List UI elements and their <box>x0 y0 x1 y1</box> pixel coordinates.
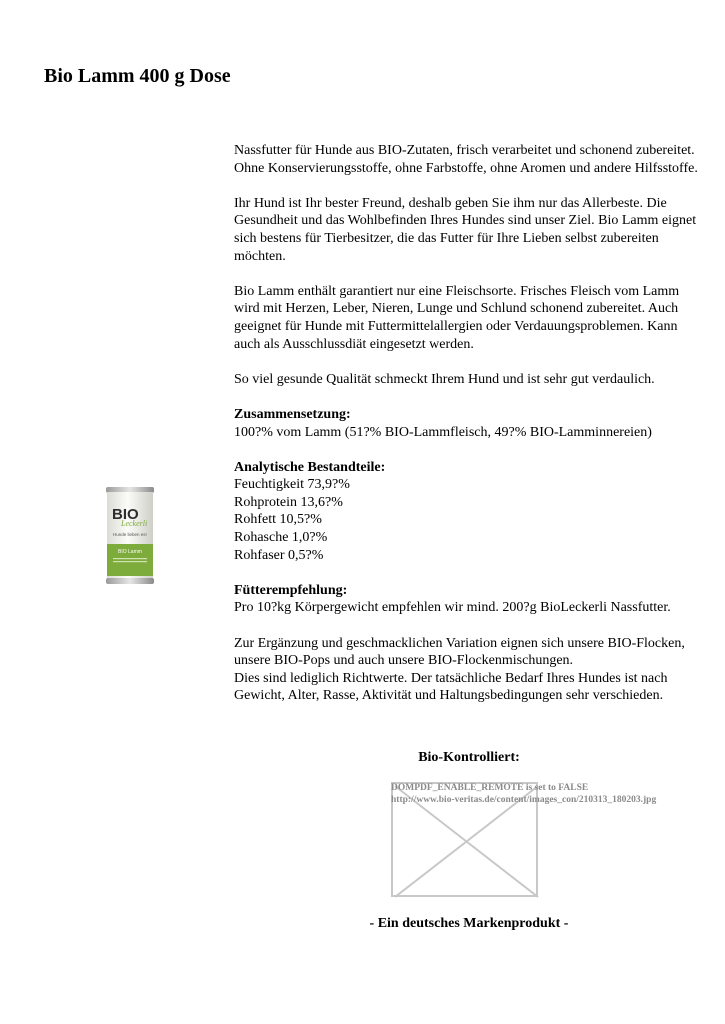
can-slogan: Hunde lieben es! <box>113 532 147 537</box>
composition-heading: Zusammensetzung: <box>234 406 351 422</box>
supplement-text: Zur Ergänzung und geschmacklichen Variation eignen sich unsere BIO-Flocken, unsere BIO-Pops und auch unsere BIO-Flockenmischungen. <box>234 635 685 669</box>
composition-text: 100?% vom Lamm (51?% BIO-Lammfleisch, 49?% BIO-Lamminnereien) <box>234 424 652 440</box>
analysis-heading: Analytische Bestandteile: <box>234 459 386 475</box>
analysis-item: Feuchtigkeit 73,9?% <box>234 477 350 493</box>
supplement-section <box>234 635 704 705</box>
feeding-heading: Fütterempfehlung: <box>234 582 348 598</box>
analysis-item: Rohasche 1,0?% <box>234 530 328 546</box>
feeding-section <box>234 582 704 617</box>
product-can-image <box>105 486 155 585</box>
feeding-text: Pro 10?kg Körpergewicht empfehlen wir mind. 200?g BioLeckerli Nassfutter. <box>234 600 671 616</box>
can-variant: BIO Lamm <box>118 549 142 555</box>
page-title: Bio Lamm 400 g Dose <box>44 65 231 87</box>
intro-paragraph: Ihr Hund ist Ihr bester Freund, deshalb geben Sie ihm nur das Allerbeste. Die Gesundheit und das Wohlbefinden Ihres Hundes sind unser Ziel. Bio Lamm eignet sich bestens für Tierbesitzer, die das Futter für Ihre Lieben selbst zubereiten möchten. <box>234 195 697 264</box>
product-description <box>234 142 704 723</box>
can-logo: BIO <box>112 506 139 523</box>
broken-image-url: http://www.bio-veritas.de/content/images_con/210313_180203.jpg <box>391 795 657 805</box>
disclaimer-text: Dies sind lediglich Richtwerte. Der tatsächliche Bedarf Ihres Hundes ist nach Gewicht, Alter, Rasse, Aktivität und Haltungsbedingungen sehr verschieden. <box>234 670 668 704</box>
intro-paragraph: Nassfutter für Hunde aus BIO-Zutaten, frisch verarbeitet und schonend zubereitet. Ohne Konservierungsstoffe, ohne Farbstoffe, ohne Aromen und andere Hilfsstoffe. <box>234 143 698 176</box>
can-logo-script: Leckerli <box>121 519 148 528</box>
broken-image-message: DOMPDF_ENABLE_REMOTE is set to FALSE <box>391 783 589 793</box>
footer-tagline: - Ein deutsches Markenprodukt - <box>369 916 569 931</box>
analysis-item: Rohprotein 13,6?% <box>234 494 343 510</box>
broken-image-alt <box>391 782 691 806</box>
intro-paragraph: Bio Lamm enthält garantiert nur eine Fleischsorte. Frisches Fleisch vom Lamm wird mit Herzen, Leber, Nieren, Lunge und Schlund schonend zubereitet. Auch geeignet für Hunde mit Futtermittelallergien oder Verdauungsproblemen. Kann auch als Ausschlussdiät eingesetzt werden. <box>234 283 680 352</box>
intro-paragraph: So viel gesunde Qualität schmeckt Ihrem Hund und ist sehr gut verdaulich. <box>234 371 655 387</box>
analysis-item: Rohfaser 0,5?% <box>234 547 324 563</box>
composition-section <box>234 406 704 441</box>
certification-heading: Bio-Kontrolliert: <box>418 750 520 765</box>
analysis-section <box>234 459 704 565</box>
analysis-item: Rohfett 10,5?% <box>234 512 322 528</box>
